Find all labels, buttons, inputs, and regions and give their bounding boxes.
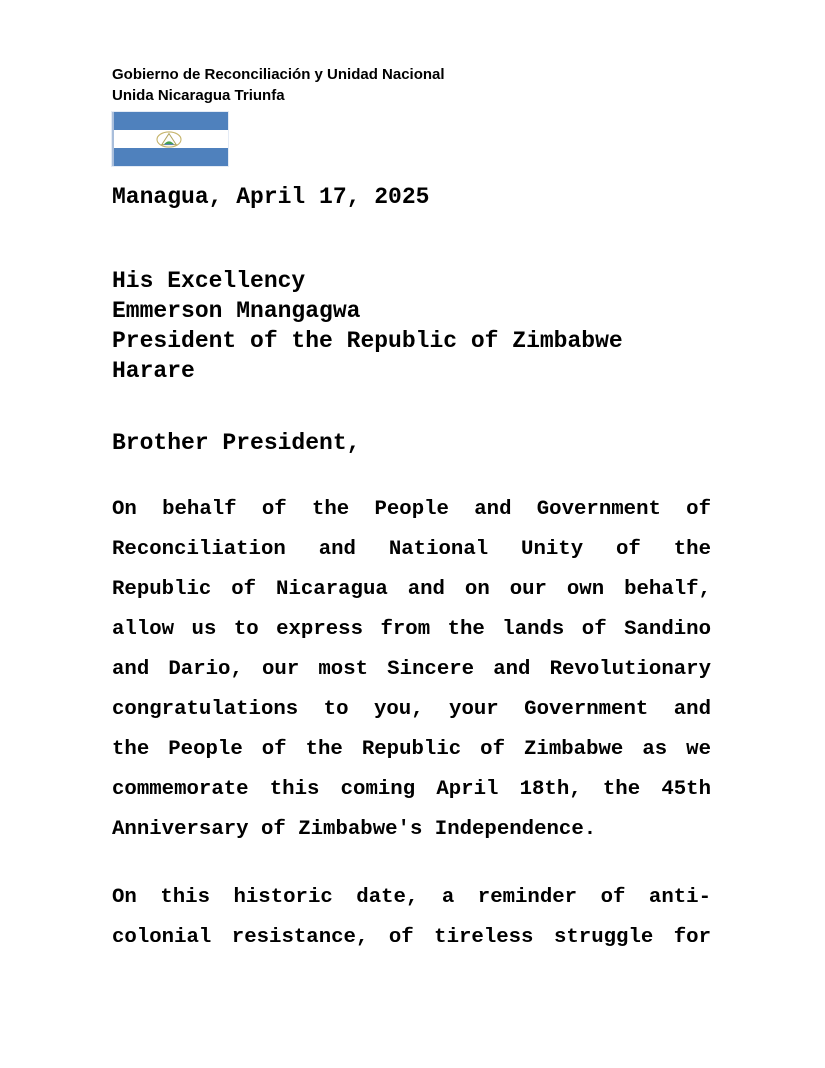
salutation: Brother President, [112,430,361,456]
recipient-title: President of the Republic of Zimbabwe [112,328,623,354]
body-paragraph-2 [112,878,711,958]
body-line: and Dario, our most Sincere and Revolutionary [112,658,711,681]
body-line: commemorate this coming April 18th, the 45th [112,778,711,801]
body-line: the People of the Republic of Zimbabwe as we [112,738,711,761]
body-line: allow us to express from the lands of Sandino [112,618,711,641]
body-paragraph-1 [112,490,711,850]
body-line: Reconciliation and National Unity of the [112,538,711,561]
body-line: On this historic date, a reminder of anti- [112,886,711,909]
letterhead-subtitle: Unida Nicaragua Triunfa [112,87,285,104]
body-line: Republic of Nicaragua and on our own behalf, [112,578,711,601]
recipient-city: Harare [112,358,195,384]
recipient-name: Emmerson Mnangagwa [112,298,361,324]
body-line: Anniversary of Zimbabwe's Independence. [112,818,597,841]
body-line: colonial resistance, of tireless struggle for [112,926,711,949]
flag-stripe-top [114,112,228,130]
recipient-block [112,266,711,386]
body-line: On behalf of the People and Government of [112,498,711,521]
letter-content [112,0,711,958]
nicaragua-flag-image [112,112,228,166]
body-line: congratulations to you, your Government and [112,698,711,721]
flag-stripe-bottom [114,148,228,166]
letterhead [112,0,711,106]
letterhead-title: Gobierno de Reconciliación y Unidad Nacional [112,66,445,83]
recipient-honorific: His Excellency [112,268,306,294]
coat-of-arms-icon [156,131,182,148]
date-line: Managua, April 17, 2025 [112,184,430,210]
